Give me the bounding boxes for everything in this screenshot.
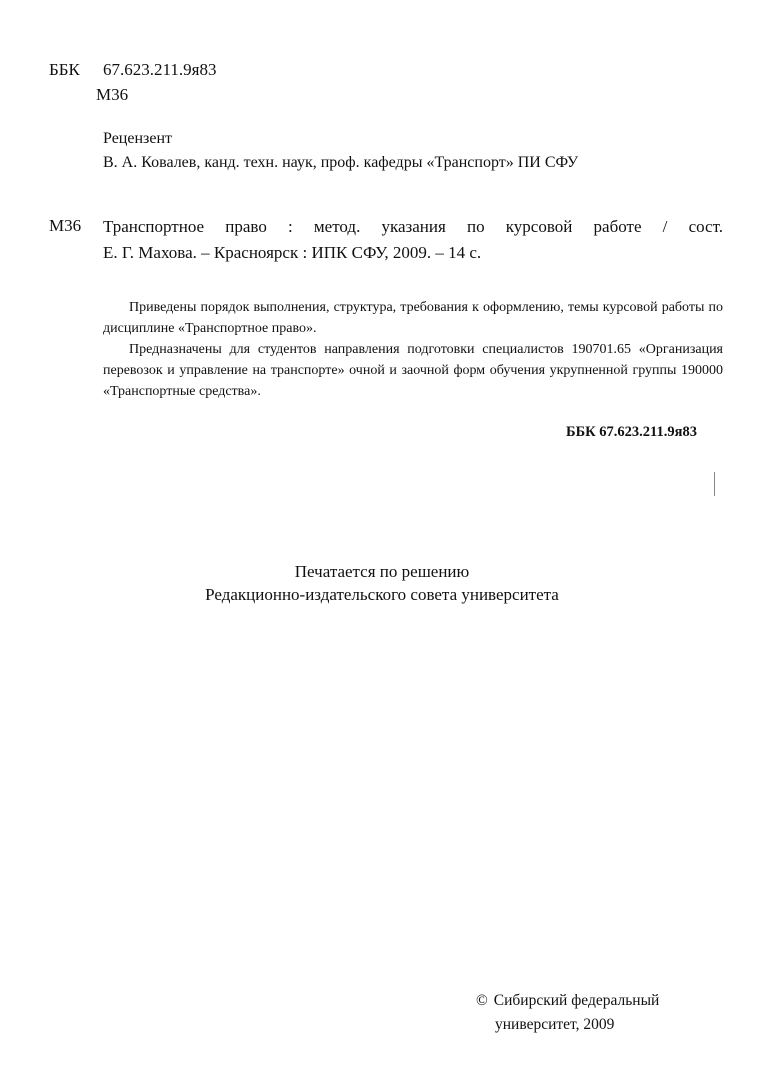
abstract-paragraph-1: Приведены порядок выполнения, структура, требования к оформлению, темы курсовой работы по дисциплине «Транспортное право». bbox=[103, 300, 723, 336]
author-mark-bibliographic: М36 bbox=[49, 216, 82, 235]
copyright-holder: Сибирский федеральный bbox=[493, 992, 660, 1009]
print-notice-line-1: Печатается по решению bbox=[294, 562, 470, 581]
abstract-paragraph-2: Предназначены для студентов направления подготовки специалистов 190701.65 «Организация перевозок и управление на транспорте» очной и заочной форм обучения укрупненной группы 190000 «Транспортные средства». bbox=[103, 342, 723, 399]
bibliographic-line-2: Е. Г. Махова. – Красноярск : ИПК СФУ, 2009. – 14 с. bbox=[103, 243, 482, 262]
reviewer-text: В. А. Ковалев, канд. техн. наук, проф. кафедры «Транспорт» ПИ СФУ bbox=[103, 154, 579, 171]
abstract bbox=[103, 297, 723, 402]
bbk-code: 67.623.211.9я83 bbox=[103, 60, 217, 79]
author-mark-top: М36 bbox=[96, 85, 129, 104]
bbk-classification-bottom: ББК 67.623.211.9я83 bbox=[566, 424, 697, 440]
bibliographic-record bbox=[103, 214, 723, 266]
scan-mark-divider bbox=[714, 472, 715, 496]
bibliographic-line-1: Транспортное право : метод. указания по курсовой работе / сост. bbox=[103, 217, 723, 236]
copyright-line-2: университет, 2009 bbox=[495, 1016, 615, 1033]
reviewer-label: Рецензент bbox=[103, 130, 172, 147]
bbk-classification-top bbox=[49, 60, 216, 80]
bbk-label: ББК bbox=[49, 60, 80, 79]
copyright-icon: © bbox=[476, 992, 488, 1009]
print-notice-line-2: Редакционно-издательского совета университета bbox=[205, 585, 559, 604]
copyright-line-1 bbox=[476, 992, 659, 1010]
